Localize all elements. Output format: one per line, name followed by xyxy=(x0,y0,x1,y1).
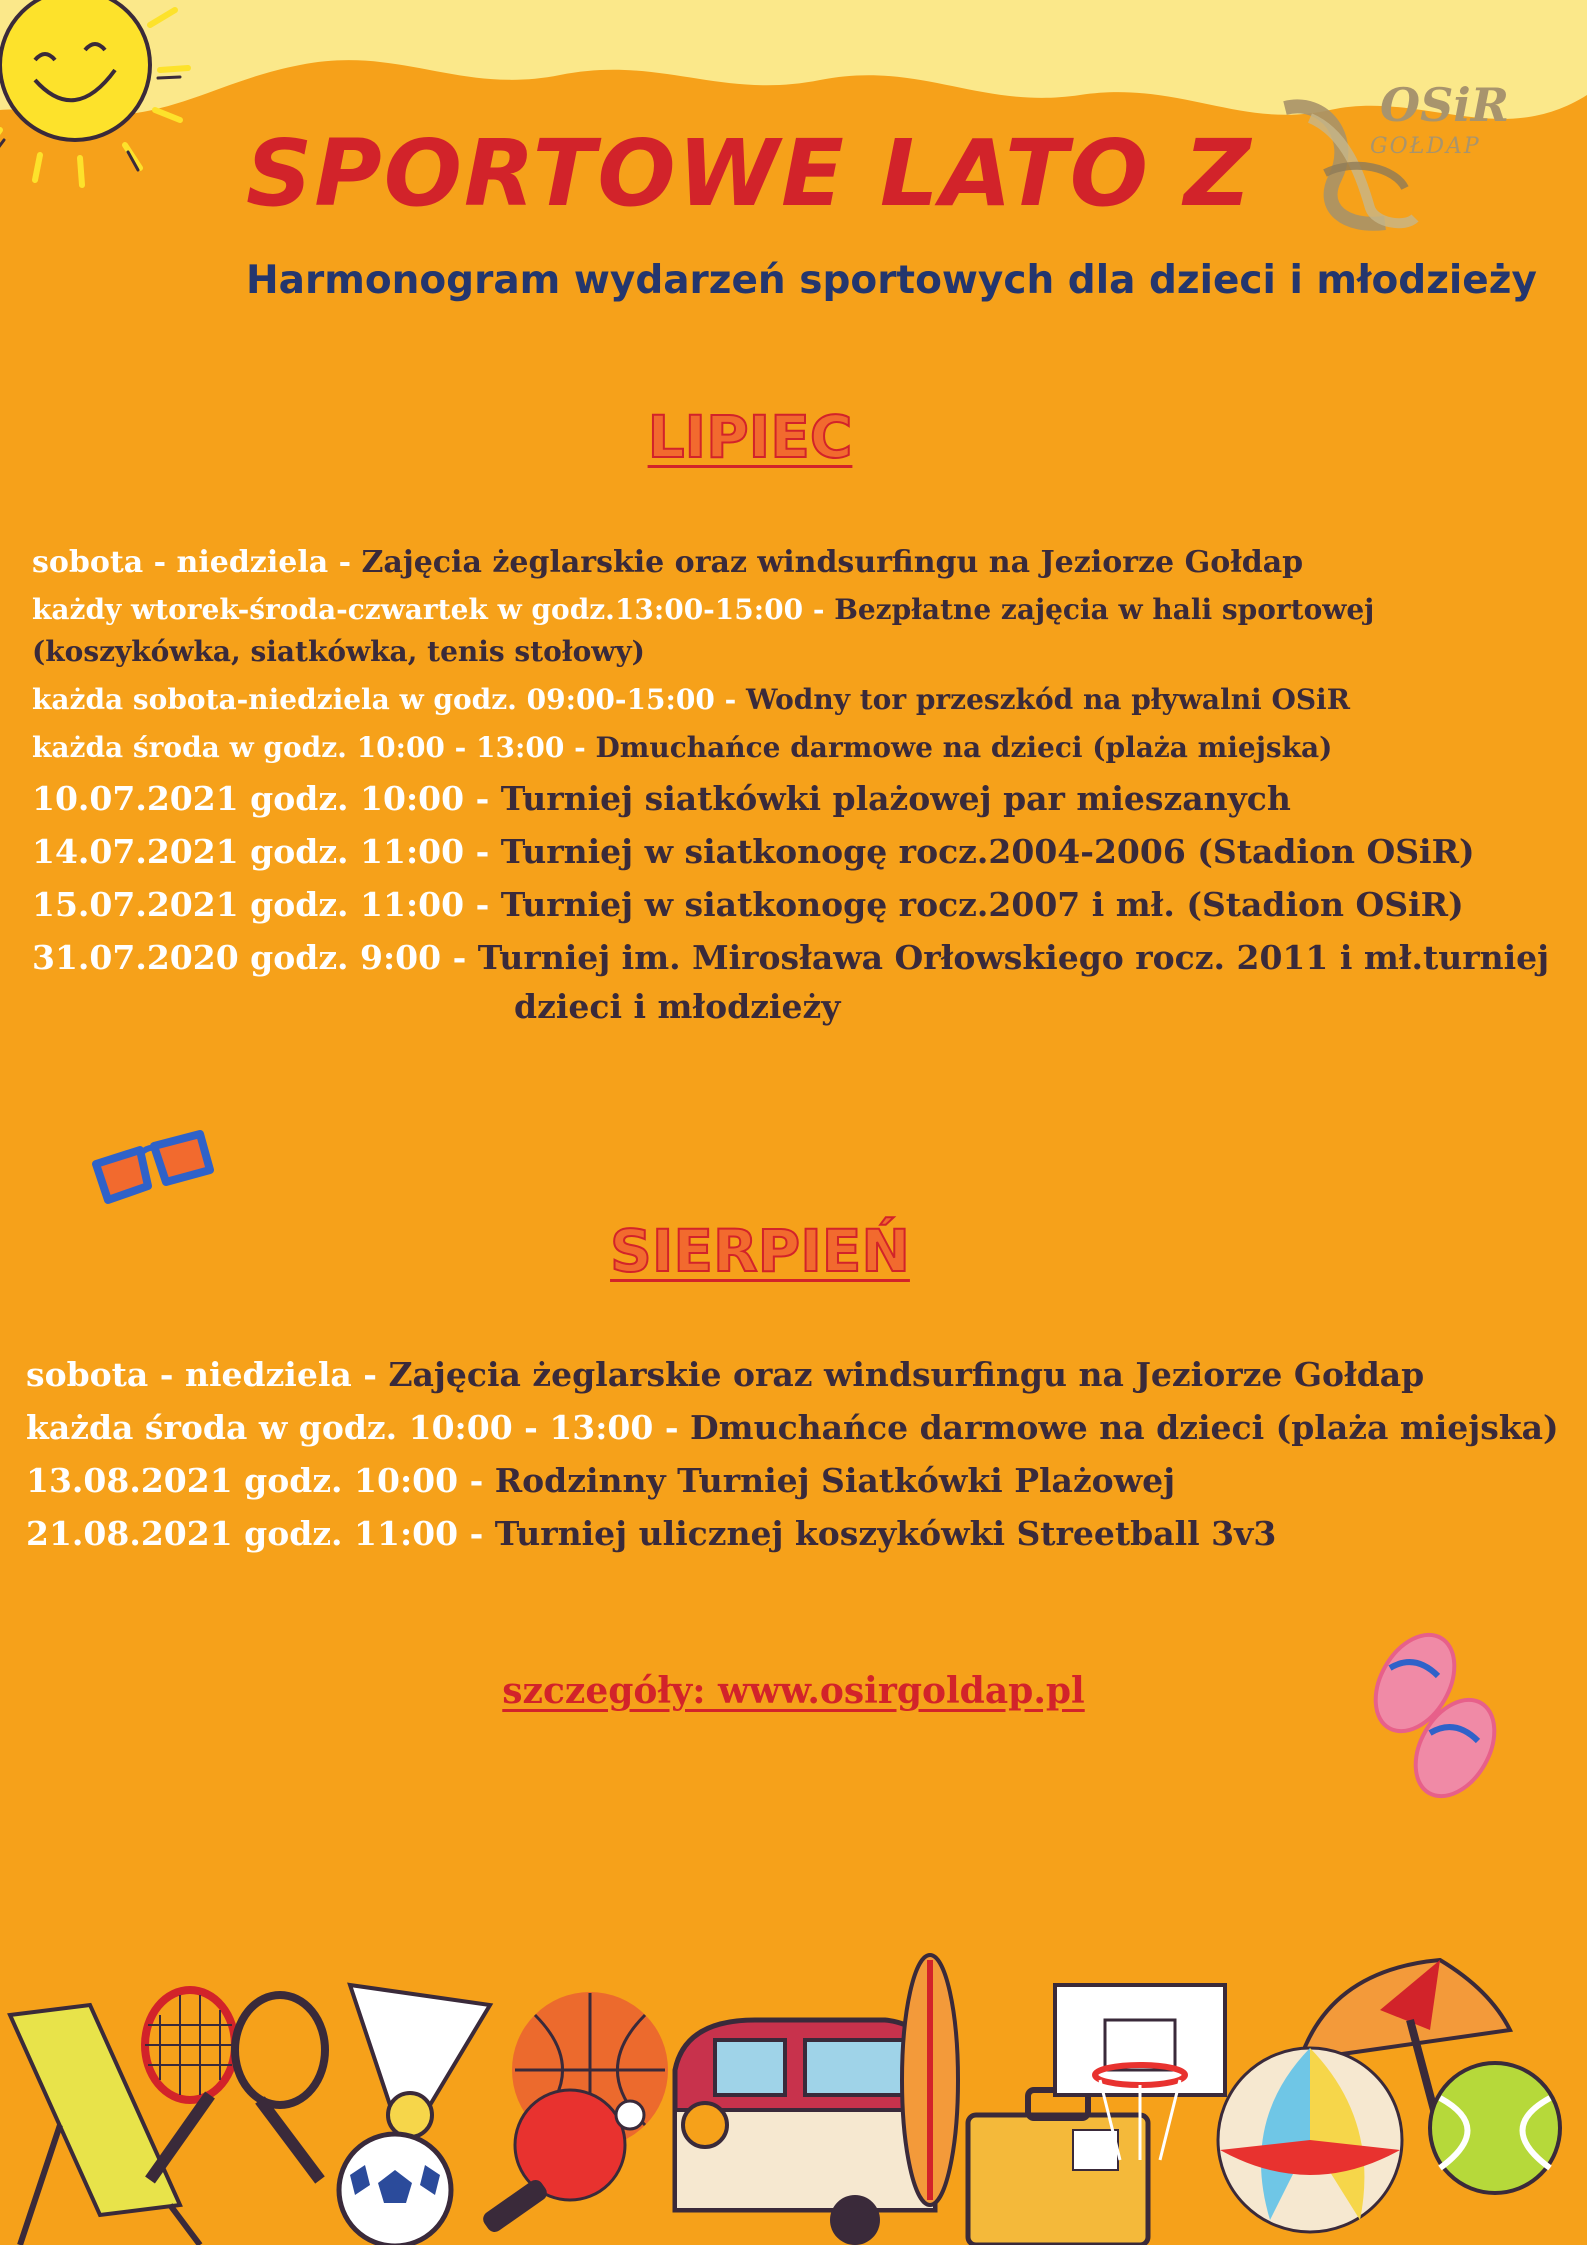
tennis-ball-icon xyxy=(1425,2058,1565,2198)
list-item: 14.07.2021 godz. 11:00 - Turniej w siatkonogę rocz.2004-2006 (Stadion OSiR) xyxy=(32,832,1475,871)
beach-ball-icon xyxy=(1210,2040,1410,2240)
event-what: Dmuchańce darmowe na dzieci (plaża miejska) xyxy=(595,731,1333,764)
event-when: każda środa w godz. 10:00 - 13:00 xyxy=(26,1408,654,1447)
list-item: 10.07.2021 godz. 10:00 - Turniej siatkówki plażowej par mieszanych xyxy=(32,779,1291,818)
event-when: 10.07.2021 godz. 10:00 xyxy=(32,779,465,818)
list-item: 31.07.2020 godz. 9:00 - Turniej im. Mirosława Orłowskiego rocz. 2011 i mł.turniej xyxy=(32,938,1550,977)
list-item: każda sobota-niedziela w godz. 09:00-15:00 - Wodny tor przeszkód na pływalni OSiR xyxy=(32,683,1350,716)
event-what: Turniej w siatkonogę rocz.2007 i mł. (Stadion OSiR) xyxy=(500,885,1464,924)
event-what: Zajęcia żeglarskie oraz windsurfingu na Jeziorze Gołdap xyxy=(388,1355,1425,1394)
list-item-continuation: dzieci i młodzieży xyxy=(514,987,841,1026)
event-when: sobota - niedziela xyxy=(26,1355,352,1394)
event-when: 31.07.2020 godz. 9:00 xyxy=(32,938,442,977)
tennis-rackets-icon xyxy=(130,1985,350,2185)
list-item-continuation: (koszykówka, siatkówka, tenis stołowy) xyxy=(32,635,645,668)
details-link[interactable]: szczegóły: www.osirgoldap.pl xyxy=(502,1670,1085,1712)
heading-august: SIERPIEŃ xyxy=(610,1217,910,1285)
soccer-ball-icon xyxy=(330,2125,460,2245)
event-when: 15.07.2021 godz. 11:00 xyxy=(32,885,465,924)
event-when: każda sobota-niedziela w godz. 09:00-15:00 xyxy=(32,683,715,716)
event-when: 21.08.2021 godz. 11:00 xyxy=(26,1514,459,1553)
event-what: Turniej siatkówki plażowej par mieszanych xyxy=(500,779,1291,818)
event-what: Wodny tor przeszkód na pływalni OSiR xyxy=(745,683,1350,716)
event-what: Rodzinny Turniej Siatkówki Plażowej xyxy=(494,1461,1176,1500)
event-when: 13.08.2021 godz. 10:00 xyxy=(26,1461,459,1500)
list-item: każda środa w godz. 10:00 - 13:00 - Dmuchańce darmowe na dzieci (plaża miejska) xyxy=(32,731,1333,764)
july-events xyxy=(32,545,1572,1026)
event-what: Turniej ulicznej koszykówki Streetball 3v3 xyxy=(494,1514,1277,1553)
ping-pong-paddle-icon xyxy=(470,2085,650,2245)
list-item: każda środa w godz. 10:00 - 13:00 - Dmuchańce darmowe na dzieci (plaża miejska) xyxy=(26,1408,1559,1447)
list-item: każdy wtorek-środa-czwartek w godz.13:00-15:00 - Bezpłatne zajęcia w hali sportowej xyxy=(32,593,1375,626)
event-what: Bezpłatne zajęcia w hali sportowej xyxy=(834,593,1375,626)
flip-flops-icon xyxy=(1360,1628,1510,1808)
logo-town: GOŁDAP xyxy=(1370,134,1481,159)
event-when: każda środa w godz. 10:00 - 13:00 xyxy=(32,731,565,764)
event-what: Dmuchańce darmowe na dzieci (plaża miejska) xyxy=(690,1408,1559,1447)
list-item: 15.07.2021 godz. 11:00 - Turniej w siatkonogę rocz.2007 i mł. (Stadion OSiR) xyxy=(32,885,1464,924)
sunglasses-icon xyxy=(88,1124,218,1214)
logo-brand: OSiR xyxy=(1380,78,1509,132)
heading-july: LIPIEC xyxy=(647,403,853,471)
event-what: Turniej w siatkonogę rocz.2004-2006 (Stadion OSiR) xyxy=(500,832,1475,871)
basketball-hoop-icon xyxy=(1050,1980,1230,2170)
poster-title: SPORTOWE LATO Z xyxy=(246,120,1253,227)
event-when: sobota - niedziela xyxy=(32,545,329,580)
poster-subtitle: Harmonogram wydarzeń sportowych dla dzieci i młodzieży xyxy=(246,258,1537,303)
osir-logo xyxy=(1265,78,1509,253)
list-item: sobota - niedziela - Zajęcia żeglarskie oraz windsurfingu na Jeziorze Gołdap xyxy=(32,545,1304,580)
sun-icon xyxy=(0,0,220,200)
list-item: sobota - niedziela - Zajęcia żeglarskie oraz windsurfingu na Jeziorze Gołdap xyxy=(26,1355,1425,1394)
event-when: 14.07.2021 godz. 11:00 xyxy=(32,832,465,871)
event-what: Turniej im. Mirosława Orłowskiego rocz. 2011 i mł.turniej xyxy=(477,938,1550,977)
event-what: Zajęcia żeglarskie oraz windsurfingu na Jeziorze Gołdap xyxy=(361,545,1304,580)
august-events xyxy=(26,1355,1566,1553)
event-when: każdy wtorek-środa-czwartek w godz.13:00-15:00 xyxy=(32,593,804,626)
list-item: 21.08.2021 godz. 11:00 - Turniej ulicznej koszykówki Streetball 3v3 xyxy=(26,1514,1277,1553)
list-item: 13.08.2021 godz. 10:00 - Rodzinny Turniej Siatkówki Plażowej xyxy=(26,1461,1176,1500)
